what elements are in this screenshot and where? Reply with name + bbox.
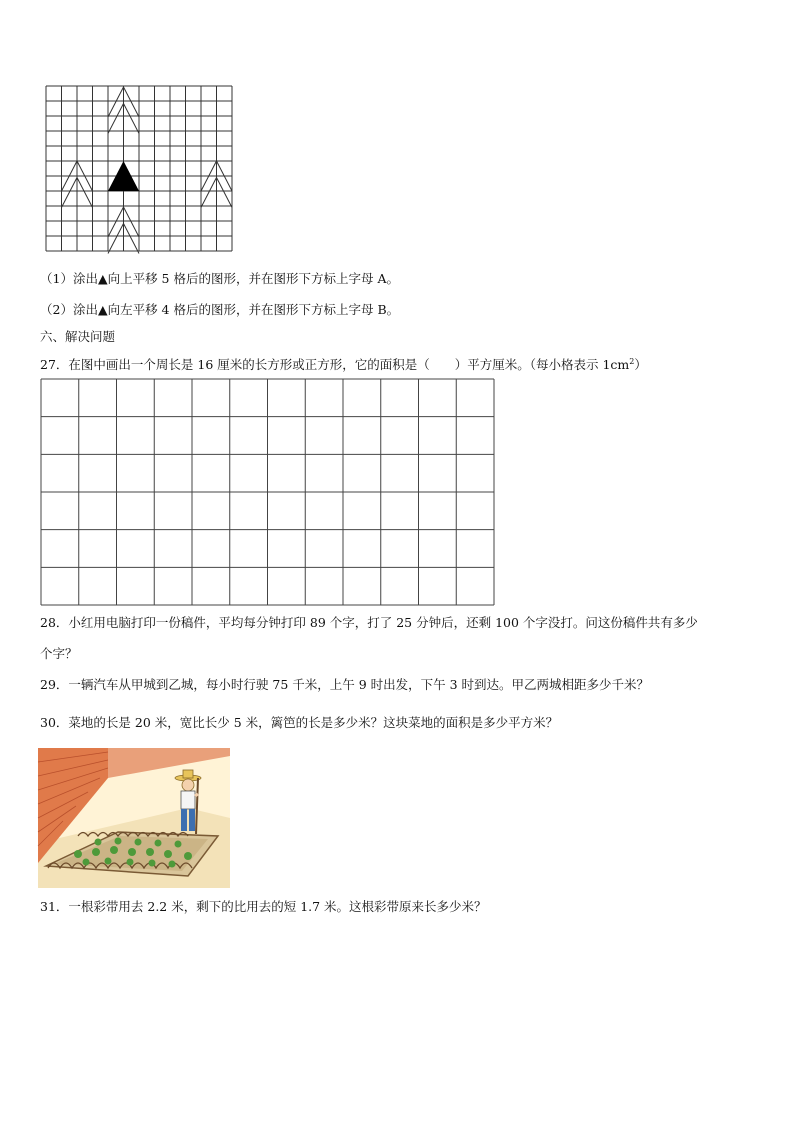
q26-part2: （2）涂出▲向左平移 4 格后的图形，并在图形下方标上字母 B。 bbox=[40, 302, 400, 317]
q28-line1: 28．小红用电脑打印一份稿件，平均每分钟打印 89 个字，打了 25 分钟后，还剩 100 个字没打。问这份稿件共有多少 bbox=[40, 615, 698, 630]
q31-text: 31．一根彩带用去 2.2 米，剩下的比用去的短 1.7 米。这根彩带原来长多少米？ bbox=[40, 899, 487, 914]
q30-text: 30．菜地的长是 20 米，宽比长少 5 米，篱笆的长是多少米？这块菜地的面积是多少平方米？ bbox=[40, 715, 559, 730]
q28-line2: 个字？ bbox=[40, 646, 78, 661]
q29-text: 29．一辆汽车从甲城到乙城，每小时行驶 75 千米，上午 9 时出发，下午 3 时到达。甲乙两城相距多少千米？ bbox=[40, 677, 650, 692]
q27-main: 27．在图中画出一个周长是 16 厘米的长方形或正方形，它的面积是（ ）平方厘米。（每小格表示 1cm bbox=[40, 357, 630, 373]
q26-part1: （1）涂出▲向上平移 5 格后的图形，并在图形下方标上字母 A。 bbox=[40, 271, 399, 286]
q27-end: ） bbox=[634, 357, 647, 373]
q27-superscript: 2 bbox=[629, 357, 635, 366]
section-title: 六、解决问题 bbox=[40, 329, 116, 344]
garden-illustration bbox=[38, 748, 230, 888]
